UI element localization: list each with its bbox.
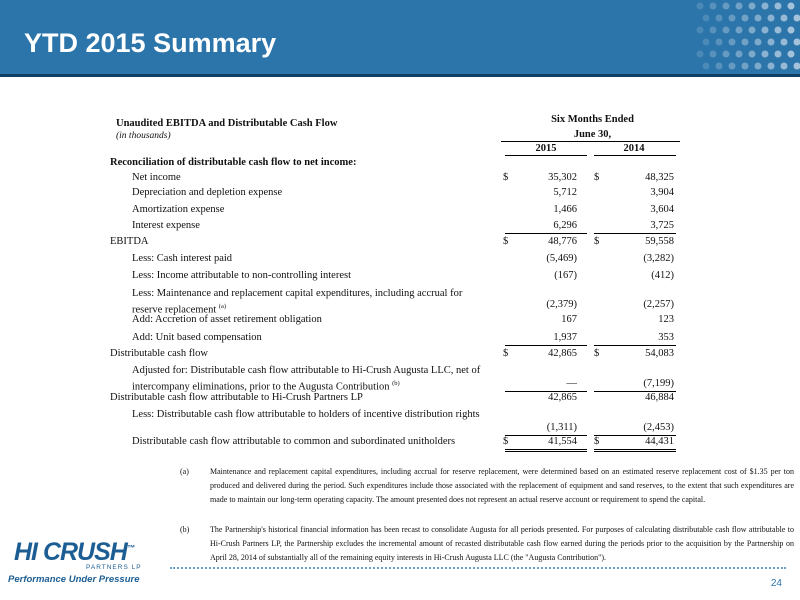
total-rule	[505, 449, 587, 452]
dollar-sign-2014: $	[594, 172, 600, 183]
value-2015: 42,865	[548, 348, 577, 359]
decor-dot	[755, 39, 762, 46]
decor-dot	[742, 15, 749, 22]
row-label: EBITDA	[110, 236, 149, 247]
decor-dot	[736, 3, 743, 10]
value-2015: (1,311)	[546, 422, 577, 433]
value-2015: 35,302	[548, 172, 577, 183]
slide-header	[0, 0, 800, 74]
page-number: 24	[770, 578, 782, 589]
dollar-sign-2015: $	[503, 172, 509, 183]
period-header-line1: Six Months Ended	[551, 114, 634, 125]
row-label: Add: Accretion of asset retirement obligation	[132, 314, 322, 325]
decor-dot	[788, 27, 795, 34]
decor-dot	[729, 63, 736, 70]
total-rule	[594, 449, 676, 452]
decor-dot	[697, 51, 704, 58]
hi-crush-logo	[8, 538, 168, 588]
row-label: Less: Cash interest paid	[132, 253, 233, 264]
value-2014: 123	[658, 314, 674, 325]
decor-dot	[736, 51, 743, 58]
logo-tagline: Performance Under Pressure	[8, 574, 140, 585]
slide-title: YTD 2015 Summary	[24, 28, 277, 58]
decor-dot	[716, 63, 723, 70]
decor-dot	[775, 51, 782, 58]
footnotes	[180, 465, 794, 581]
row-label: Less: Distributable cash flow attributable to holders of incentive distribution rights	[132, 409, 480, 420]
decor-dot	[703, 39, 710, 46]
value-2014: 46,884	[645, 392, 674, 403]
value-2014: (412)	[651, 270, 674, 281]
decor-dot	[710, 27, 717, 34]
footnote-b	[180, 523, 794, 565]
total-rule	[505, 345, 587, 346]
value-2014: 353	[658, 332, 674, 343]
decor-dot	[794, 39, 800, 46]
footnote-text: The Partnership's historical financial information has been recast to consolidate Augusta for all periods presented. For purposes of calculating distributable cash flow attributable to Hi-Crush Partners LP, the Partnership excludes the incremental amount of recasted distributable cash flow earned during the periods prior to the acquisition by the Partnership on April 28, 2014 of substantially all of the remaining equity interests in Hi-Crush Augusta LLC (the "Augusta Contribution").	[210, 525, 794, 562]
row-label: Distributable cash flow attributable to Hi-Crush Partners LP	[110, 392, 363, 403]
decor-dot	[716, 39, 723, 46]
decor-dot	[697, 3, 704, 10]
value-2014: (2,453)	[643, 422, 674, 433]
decor-dot	[703, 63, 710, 70]
value-2014: 54,083	[645, 348, 674, 359]
value-2015: —	[566, 378, 577, 389]
decor-dot	[742, 39, 749, 46]
total-rule	[594, 233, 676, 234]
decor-dot	[697, 27, 704, 34]
value-2015: 167	[561, 314, 577, 325]
period-header-rule	[501, 141, 680, 142]
row-label: Less: Income attributable to non-controlling interest	[132, 270, 351, 281]
value-2014: 59,558	[645, 236, 674, 247]
value-2014: 3,904	[650, 187, 674, 198]
decor-dot	[723, 51, 730, 58]
column-header-2015: 2015	[535, 143, 557, 154]
value-2014: (3,282)	[643, 253, 674, 264]
logo-partners: PARTNERS LP	[86, 564, 142, 571]
row-label: Less: Maintenance and replacement capital expenditures, including accrual for reserve replacement $^{(a)}$	[132, 288, 463, 316]
table-subtitle: (in thousands)	[116, 131, 171, 141]
dollar-sign-2014: $	[594, 436, 600, 447]
row-label: Net income	[132, 172, 181, 183]
value-2014: 48,325	[645, 172, 674, 183]
decor-dot	[710, 3, 717, 10]
decor-dot	[755, 63, 762, 70]
total-rule	[594, 345, 676, 346]
value-2015: 41,554	[548, 436, 577, 447]
decor-dot	[762, 51, 769, 58]
table-title: Unaudited EBITDA and Distributable Cash Flow	[116, 118, 338, 129]
header-divider	[0, 74, 800, 77]
decor-dot	[788, 3, 795, 10]
dollar-sign-2015: $	[503, 236, 509, 247]
decor-dot	[716, 15, 723, 22]
row-label: Distributable cash flow	[110, 348, 208, 359]
column-header-rule-2014	[594, 155, 676, 156]
decor-dot	[794, 15, 800, 22]
dollar-sign-2015: $	[503, 348, 509, 359]
footnote-mark: (a)	[180, 467, 189, 476]
footer-dotted-rule	[170, 567, 786, 569]
decor-dot	[729, 15, 736, 22]
decor-dot	[749, 27, 756, 34]
row-label: Amortization expense	[132, 204, 225, 215]
value-2015: (167)	[554, 270, 577, 281]
row-label: Adjusted for: Distributable cash flow attributable to Hi-Crush Augusta LLC, net of intercompany eliminations, prior to the Augusta Contribution $^{(b)}$	[132, 365, 481, 393]
footnote-ref: (b)	[392, 380, 400, 387]
dollar-sign-2015: $	[503, 436, 509, 447]
decor-dot	[768, 63, 775, 70]
decor-dot	[762, 27, 769, 34]
row-label: Interest expense	[132, 220, 200, 231]
value-2015: (2,379)	[546, 299, 577, 310]
decor-dot	[768, 15, 775, 22]
value-2014: 44,431	[645, 436, 674, 447]
value-2014: 3,604	[650, 204, 674, 215]
decor-dot	[703, 15, 710, 22]
decor-dot	[723, 3, 730, 10]
value-2014: 3,725	[650, 220, 674, 231]
decor-dot	[781, 39, 788, 46]
decor-dot	[749, 51, 756, 58]
decor-dot	[788, 51, 795, 58]
decor-dot	[742, 63, 749, 70]
row-label: Distributable cash flow attributable to common and subordinated unitholders	[132, 436, 456, 447]
value-2015: 5,712	[553, 187, 577, 198]
decor-dot	[749, 3, 756, 10]
period-header-line2: June 30,	[573, 129, 612, 140]
row-label: Depreciation and depletion expense	[132, 187, 283, 198]
value-2015: (5,469)	[546, 253, 577, 264]
column-header-2014: 2014	[623, 143, 645, 154]
dollar-sign-2014: $	[594, 348, 600, 359]
decor-dot	[775, 3, 782, 10]
decor-dot	[723, 27, 730, 34]
decor-dot	[736, 27, 743, 34]
decor-dot	[775, 27, 782, 34]
dollar-sign-2014: $	[594, 236, 600, 247]
value-2015: 1,937	[553, 332, 577, 343]
row-label: Add: Unit based compensation	[132, 332, 262, 343]
decor-dot	[762, 3, 769, 10]
decor-dot	[781, 63, 788, 70]
footnote-mark: (b)	[180, 525, 190, 534]
value-2015: 42,865	[548, 392, 577, 403]
footnote-ref: (a)	[218, 303, 227, 310]
column-header-rule-2015	[505, 155, 587, 156]
decor-dot	[768, 39, 775, 46]
total-rule	[505, 233, 587, 234]
logo-brand: HI CRUSH™	[14, 538, 134, 566]
value-2014: (7,199)	[643, 378, 674, 389]
decor-dot	[781, 15, 788, 22]
value-2015: 1,466	[553, 204, 577, 215]
value-2015: 6,296	[553, 220, 577, 231]
decor-dot	[794, 63, 800, 70]
decor-dot	[710, 51, 717, 58]
decor-dot	[729, 39, 736, 46]
footnote-text: Maintenance and replacement capital expenditures, including accrual for reserve replacement, were determined based on an estimated reserve replacement cost of $1.35 per ton produced and delivered during the period. Such expenditures include those associated with the replacement of equipment and sand reserves, to the extent that such expenditures are made to maintain our long-term operating capacity. The amount presented does not represent an actual reserve account or requirement to spend the capital.	[210, 467, 794, 504]
dot-pattern-decoration	[690, 0, 800, 74]
value-2015: 48,776	[548, 236, 577, 247]
decor-dot	[755, 15, 762, 22]
value-2014: (2,257)	[643, 299, 674, 310]
section-header: Reconciliation of distributable cash flow to net income:	[110, 157, 357, 168]
footnote-a	[180, 465, 794, 507]
